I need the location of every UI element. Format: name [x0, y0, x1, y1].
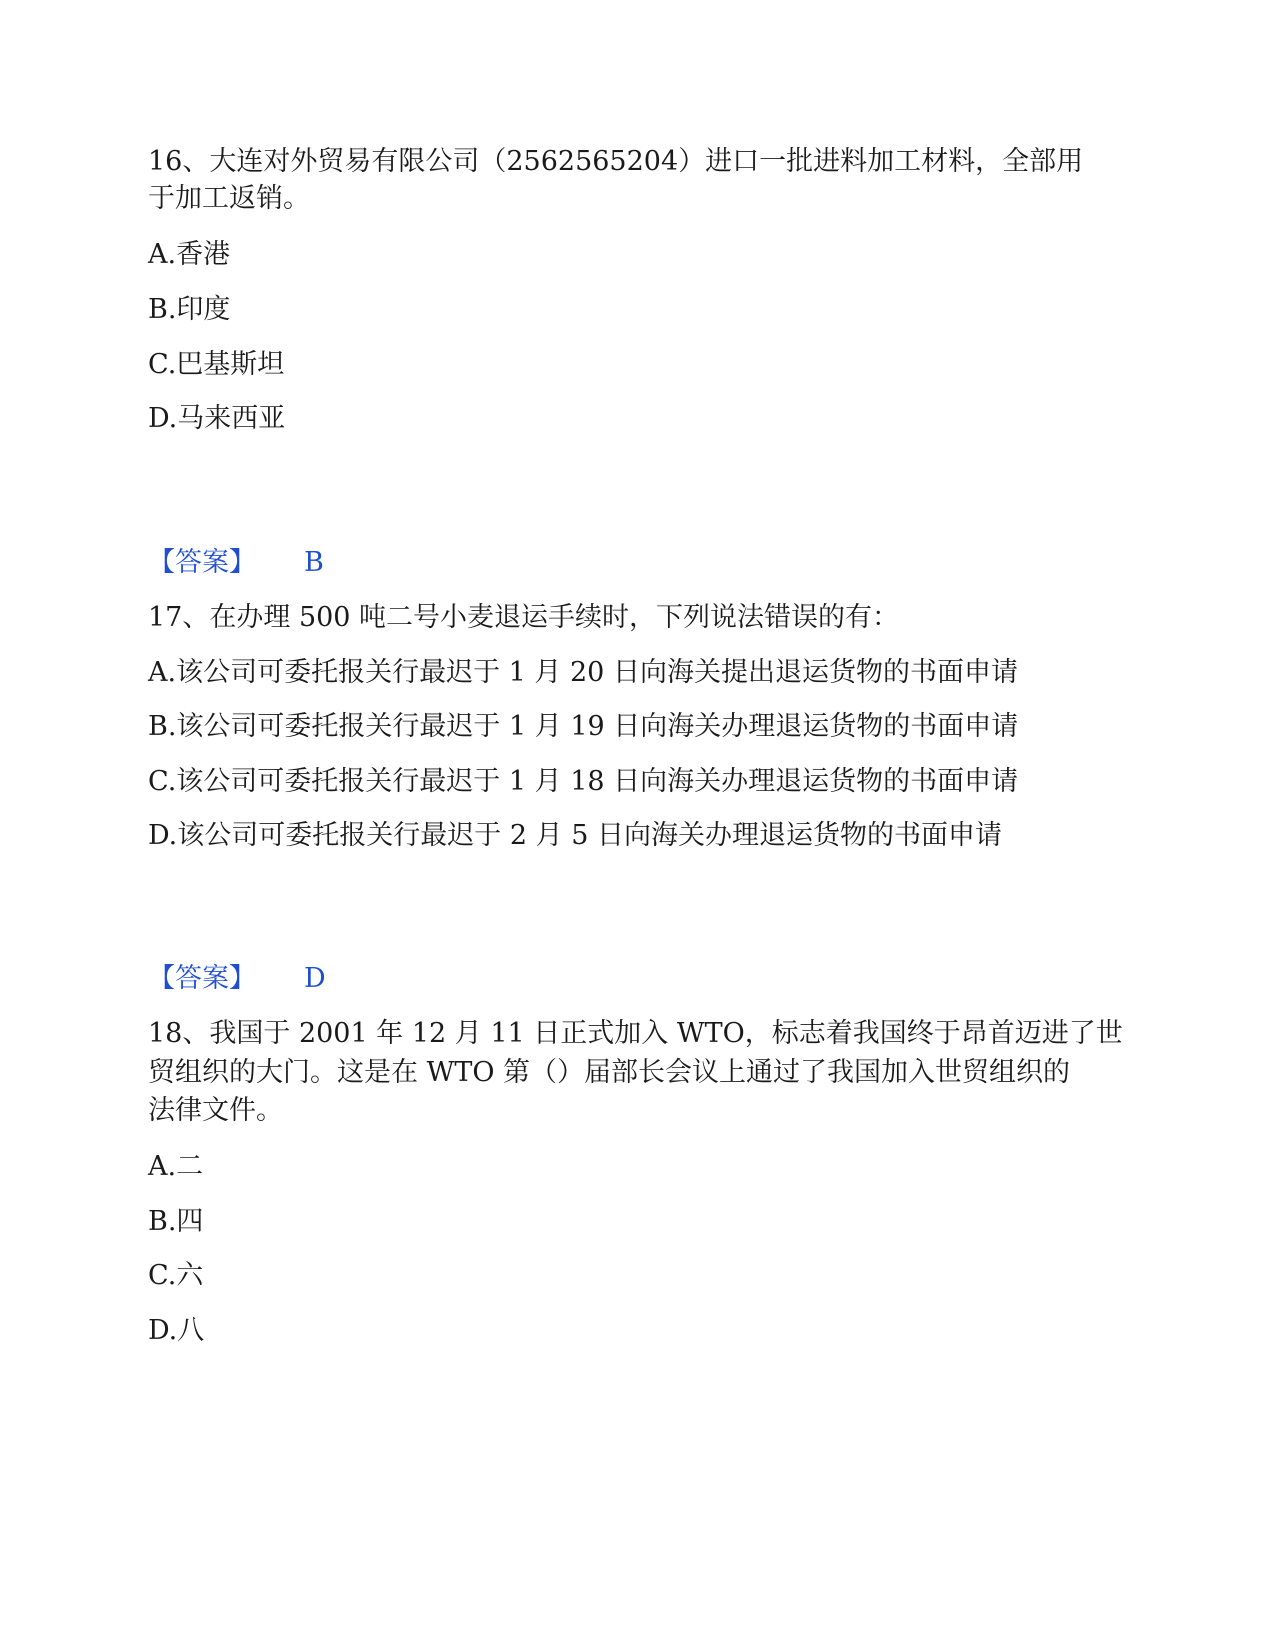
- question-17-answer: [148, 961, 326, 997]
- question-18-stem-line-1: 18、我国于 2001 年 12 月 11 日正式加入 WTO，标志着我国终于昂首迈进了世: [148, 1018, 1123, 1049]
- answer-value: B: [304, 547, 324, 578]
- question-18-option-b: B.四: [148, 1206, 204, 1237]
- answer-value: D: [304, 963, 326, 994]
- question-18-stem-line-2: 贸组织的大门。这是在 WTO 第（）届部长会议上通过了我国加入世贸组织的: [148, 1057, 1071, 1088]
- question-17-option-a: A.该公司可委托报关行最迟于 1 月 20 日向海关提出退运货物的书面申请: [148, 657, 1018, 688]
- question-17-stem-line-1: 17、在办理 500 吨二号小麦退运手续时，下列说法错误的有：: [148, 602, 900, 633]
- answer-label: 【答案】: [148, 963, 256, 994]
- question-16-stem-line-2: 于加工返销。: [148, 183, 310, 214]
- question-16-option-b: B.印度: [148, 294, 231, 325]
- answer-label: 【答案】: [148, 547, 256, 578]
- question-18-option-c: C.六: [148, 1260, 204, 1291]
- question-18-option-a: A.二: [148, 1151, 204, 1182]
- question-16-option-a: A.香港: [148, 239, 231, 270]
- question-17-option-c: C.该公司可委托报关行最迟于 1 月 18 日向海关办理退运货物的书面申请: [148, 766, 1019, 797]
- question-16-stem-line-1: 16、大连对外贸易有限公司（2562565204）进口一批进料加工材料，全部用: [148, 146, 1084, 177]
- question-18-stem-line-3: 法律文件。: [148, 1095, 283, 1126]
- question-18-option-d: D.八: [148, 1315, 205, 1346]
- question-17-option-d: D.该公司可委托报关行最迟于 2 月 5 日向海关办理退运货物的书面申请: [148, 820, 1002, 851]
- question-16-option-c: C.巴基斯坦: [148, 349, 285, 380]
- question-16-answer: [148, 545, 324, 581]
- question-17-option-b: B.该公司可委托报关行最迟于 1 月 19 日向海关办理退运货物的书面申请: [148, 711, 1019, 742]
- question-16-option-d: D.马来西亚: [148, 403, 286, 434]
